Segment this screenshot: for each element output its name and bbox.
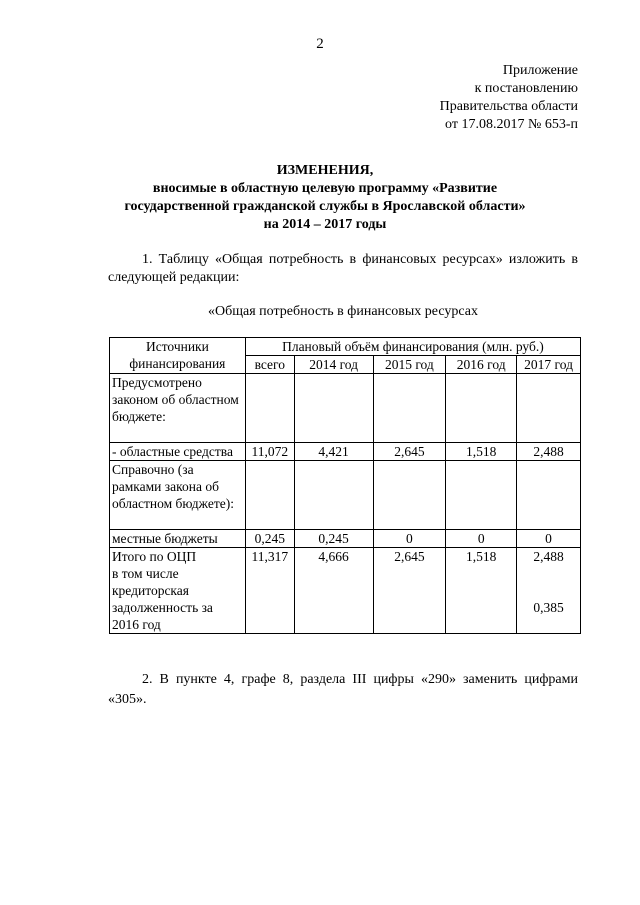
table-cell [373,374,446,443]
appendix-line: Правительства области [439,99,578,114]
header-plan: Плановый объём финансирования (млн. руб.) [245,338,580,356]
table-cell [245,461,294,530]
table-cell: 1,518 [446,443,517,461]
table-cell: 0,245 [294,530,373,548]
title-line: ИЗМЕНЕНИЯ, [276,163,374,178]
table-cell [446,374,517,443]
title-line: на 2014 – 2017 годы [263,217,387,232]
appendix-line: Приложение [502,63,578,78]
table-cell [294,461,373,530]
column-header: 2015 год [373,356,446,374]
table-cell [517,461,581,530]
table-cell [373,461,446,530]
table-cell: 0 [446,530,517,548]
table-row [110,548,581,634]
table-cell: 11,072 [245,443,294,461]
table-cell: 0 [373,530,446,548]
table-cell: 0 [517,530,581,548]
column-header: 2016 год [446,356,517,374]
table-cell: 4,666 [294,548,373,634]
table-cell [294,374,373,443]
column-header: 2014 год [294,356,373,374]
cell-sub-value: 0,385 [533,600,564,615]
paragraph-1-text: 1. Таблицу «Общая потребность в финансовых ресурсах» изложить в следующей редакции: [108,252,578,285]
page-number: 2 [316,36,324,52]
table-row [110,443,581,461]
table-row [110,530,581,548]
financing-table [109,337,581,634]
table-cell: 11,317 [245,548,294,634]
table-cell [446,461,517,530]
table-cell: 2,645 [373,548,446,634]
paragraph-1 [108,251,578,287]
row-label [110,548,246,634]
row-label: - областные средства [110,443,246,461]
table-header-row [110,338,581,356]
row-label: местные бюджеты [110,530,246,548]
row-label-main: Итого по ОЦП [112,549,197,564]
table-cell [517,548,581,634]
table-cell: 1,518 [446,548,517,634]
table-cell [245,374,294,443]
table-cell: 0,245 [245,530,294,548]
row-label-sub: в том числе кредиторская задолженность за 2016 год [112,566,213,632]
document-title [90,162,560,234]
appendix-line: к постановлению [474,81,578,96]
table-row [110,374,581,443]
table-cell: 4,421 [294,443,373,461]
column-header: 2017 год [517,356,581,374]
column-header: всего [245,356,294,374]
row-label: Справочно (за рамками закона об областном бюджете): [110,461,246,530]
cell-value: 2,488 [533,549,564,564]
title-line: вносимые в областную целевую программу «Развитие [152,181,498,196]
table-cell: 2,645 [373,443,446,461]
title-line: государственной гражданской службы в Ярославской области» [124,199,526,214]
table-cell [517,374,581,443]
table-title: «Общая потребность в финансовых ресурсах [208,304,478,319]
table-row [110,461,581,530]
appendix-line: от 17.08.2017 № 653-п [445,117,578,132]
table-cell: 2,488 [517,443,581,461]
row-label: Предусмотрено законом об областном бюджете: [110,374,246,443]
appendix-block [440,62,578,134]
paragraph-2-text: 2. В пункте 4, графе 8, раздела III цифры «290» заменить цифрами «305». [108,672,578,707]
header-sources: Источники финансирования [110,338,246,374]
paragraph-2 [108,670,578,710]
